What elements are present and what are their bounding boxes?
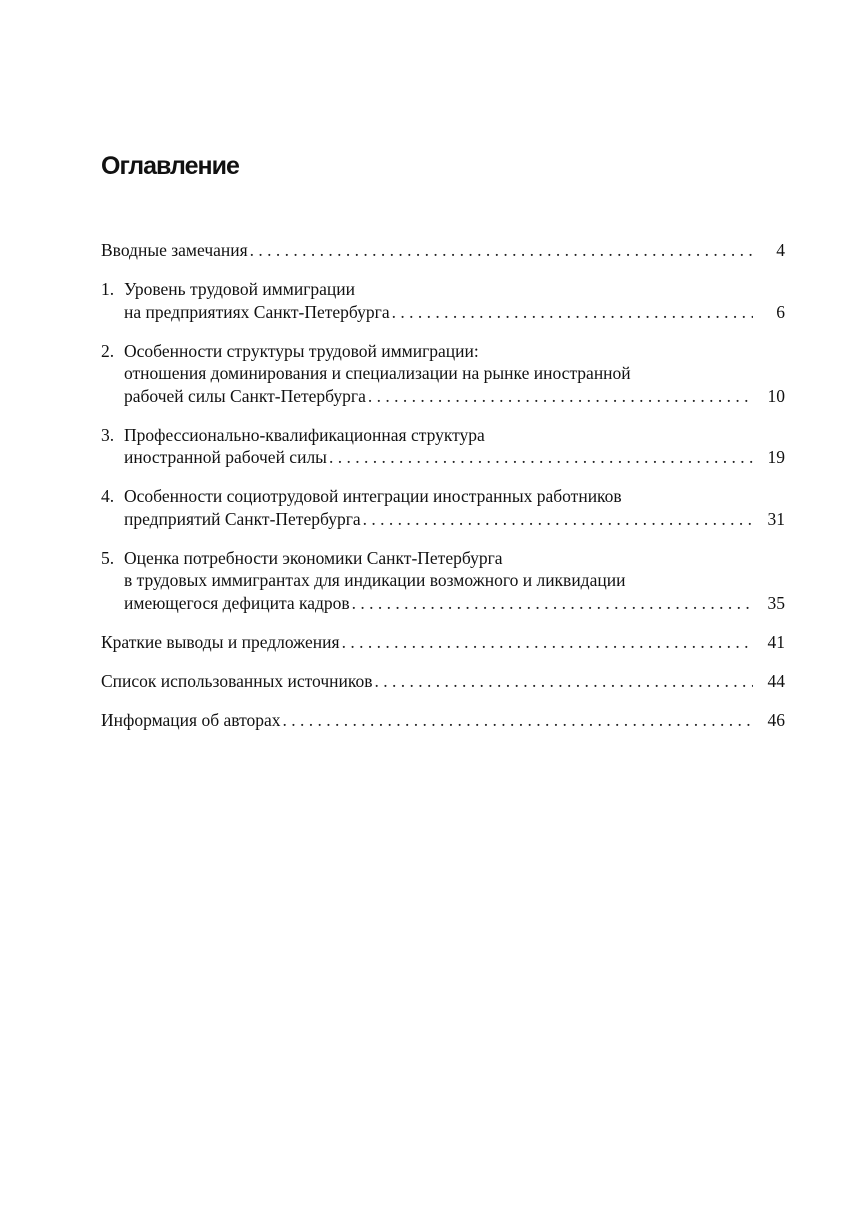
dot-leader [392, 301, 753, 324]
toc-entry-chapter-2[interactable] [101, 340, 785, 408]
toc-entry-title-line: Оценка потребности экономики Санкт-Петербурга [124, 547, 503, 568]
toc-chapter-number: 3. [101, 424, 115, 445]
toc-entry-references[interactable] [101, 670, 785, 693]
toc-page-number: 35 [767, 592, 785, 613]
dot-leader [283, 709, 753, 732]
toc-entry-chapter-3[interactable] [101, 424, 785, 469]
page-title: Оглавление [101, 152, 239, 180]
toc-entry-chapter-1[interactable] [101, 278, 785, 323]
dot-leader [329, 446, 753, 469]
table-of-contents [101, 239, 785, 748]
toc-entry-title-line: рабочей силы Санкт-Петербурга [124, 385, 366, 406]
toc-entry-introduction[interactable] [101, 239, 785, 262]
dot-leader [352, 592, 753, 615]
dot-leader [368, 385, 753, 408]
toc-entry-title: Вводные замечания [101, 240, 248, 260]
toc-page-number: 31 [767, 508, 785, 529]
toc-entry-title-line: Профессионально-квалификационная структура [124, 424, 485, 445]
toc-entry-authors[interactable] [101, 709, 785, 732]
dot-leader [363, 508, 753, 531]
toc-entry-title-line: на предприятиях Санкт-Петербурга [124, 301, 390, 322]
toc-entry-title-line: иностранной рабочей силы [124, 447, 327, 467]
toc-chapter-number: 2. [101, 340, 115, 361]
toc-entry-chapter-5[interactable] [101, 547, 785, 615]
toc-entry-title: Информация об авторах [101, 709, 281, 730]
toc-entry-title-line: в трудовых иммигрантах для индикации возможного и ликвидации [124, 570, 626, 590]
toc-entry-title: Краткие выводы и предложения [101, 631, 340, 652]
toc-entry-title-line: предприятий Санкт-Петербурга [124, 508, 361, 529]
dot-leader [250, 239, 753, 262]
toc-page-number: 19 [767, 447, 785, 467]
toc-page-number: 41 [767, 631, 785, 652]
dot-leader [375, 670, 753, 693]
toc-entry-conclusions[interactable] [101, 631, 785, 654]
toc-page-number: 46 [767, 709, 785, 730]
toc-entry-title-line: имеющегося дефицита кадров [124, 592, 350, 613]
toc-page-number: 44 [767, 670, 785, 691]
toc-entry-title-line: отношения доминирования и специализации на рынке иностранной [124, 363, 631, 383]
toc-entry-title-line: Особенности структуры трудовой иммиграции: [124, 340, 479, 361]
toc-page-number: 10 [767, 385, 785, 406]
toc-chapter-number: 4. [101, 486, 115, 506]
toc-entry-title: Список использованных источников [101, 670, 373, 691]
toc-entry-title-line: Особенности социотрудовой интеграции иностранных работников [124, 486, 622, 506]
toc-chapter-number: 5. [101, 547, 115, 568]
toc-entry-title-line: Уровень трудовой иммиграции [124, 279, 355, 299]
toc-chapter-number: 1. [101, 279, 115, 299]
dot-leader [342, 631, 753, 654]
toc-entry-chapter-4[interactable] [101, 485, 785, 530]
toc-page-number: 6 [776, 301, 785, 322]
toc-page-number: 4 [776, 240, 785, 260]
